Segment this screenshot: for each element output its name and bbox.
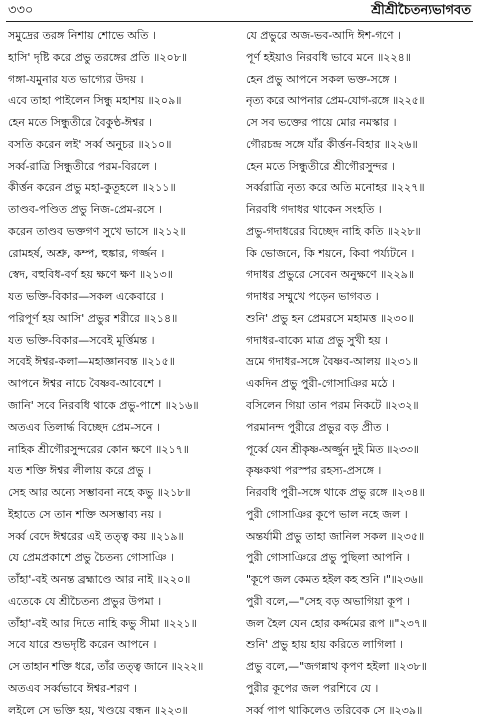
verse-line: তাণ্ডব-পণ্ডিত প্রভু নিজ-প্রেম-রসে । [8,203,162,217]
verse-line: পুরী গোসাঞির কূপে ভাল নহে জল । [246,507,408,521]
verse-line: পুরী বলে,—"সেহ বড় অভাগিয়া কূপ । [246,594,410,608]
verse-line: যত ভক্তি-বিকার—সবেই মূর্ত্তিমন্ত । [8,333,155,347]
verse-line: সে তাহান শক্তি ধরে, তাঁর তত্ত্ব জানে ॥২২২॥ [8,660,204,674]
verse-line: শুনি' প্রভু হায় হায় করিতে লাগিলা । [246,638,404,652]
verse-line: হেন মতে সিন্ধুতীরে বৈকুণ্ঠ-ঈশ্বর । [8,116,152,130]
verse-line: গদাধর প্রভুরে সেবেন অনুক্ষণে ॥২২৯॥ [246,268,415,282]
verse-line: জানি' সবে নিরবধি থাকে প্রভু-পাশে ॥২১৬॥ [8,399,199,413]
verse-line: আপনে ঈশ্বর নাচে বৈষ্ণব-আবেশে । [8,377,162,391]
verse-line: যত শক্তি ঈশ্বর লীলায় করে প্রভু । [8,464,152,478]
verse-line: হেন মতে সিন্ধুতীরে শ্রীগৌরসুন্দর । [246,159,395,173]
verse-line: যে প্রেমপ্রকাশে প্রভু চৈতন্য গোসাঞি । [8,551,174,565]
verse-line: নাহিক শ্রীগৌরসুন্দরের কোন ক্ষণে ॥২১৭॥ [8,442,190,456]
page-header [0,0,479,22]
verse-line: কীর্ত্তন করেন প্রভু মহা-কুতূহলে ॥২১১॥ [8,181,176,195]
verse-line: প্রভু-গদাধরের বিচ্ছেদ নাহি কতি ॥২২৮॥ [246,224,421,238]
header-rule [6,21,473,22]
verse-line: এতেকে যে শ্রীচৈতন্য প্রভুর উপমা । [8,594,162,608]
verse-line: বসতি করেন লই' সর্ব্ব অনুচর ॥২১০॥ [8,137,172,151]
verse-line: একদিন প্রভু পুরী-গোসাঞির মঠে । [246,377,396,391]
verse-line: কৃষ্ণকথা পরস্পর রহস্য-প্রসঙ্গে । [246,464,382,478]
verse-line: বসিলেন গিয়া তান পরম নিকটে ॥২৩২॥ [246,399,419,413]
verse-line: জল হৈল যেন হোর কর্দ্দমের রূপ ॥"২৩৭॥ [246,616,428,630]
verse-line: কি ভোজনে, কি শয়নে, কিবা পর্য্যটনে । [246,246,415,260]
verse-line: সমুদ্রের তরঙ্গ নিশায় শোভে অতি । [8,29,156,42]
page-number: ৩৩০ [8,3,34,18]
verse-line: গদাধর সম্মুখে পড়েন ভাগবত । [246,290,379,304]
verse-line: গৌরচন্দ্র সঙ্গে যাঁর কীর্ত্তন-বিহার ॥২২৬॥ [246,137,418,151]
verse-line: তাঁহা'-বই অনন্ত ব্রহ্মাণ্ডে আর নাই ॥২২০॥ [8,573,191,587]
verse-line: নৃত্য করে আপনার প্রেম-যোগ-রঙ্গে ॥২২৫॥ [246,94,425,108]
left-column [8,28,234,718]
verse-line: সর্ব্ব বেদে ঈশ্বরের এই তত্ত্ব কয় ॥২১৯॥ [8,529,184,543]
verse-line: পরিপূর্ণ হয় আসি' প্রভুর শরীরে ॥২১৪॥ [8,311,178,325]
verse-line: যত ভক্তি-বিকার—সকল একেবারে । [8,290,164,304]
verse-line: পুরীর কূপের জল পরশিবে যে । [246,681,379,695]
verse-line: ভ্রমে গদাধর-সঙ্গে বৈষ্ণব-আলয় ॥২৩১॥ [246,355,419,369]
verse-line: পরমানন্দ পুরীরে প্রভুর বড় প্রীত । [246,420,389,434]
verse-line: এবে তাহা পাইলেন সিন্ধু মহাশয় ॥২০৯॥ [8,94,182,108]
verse-line: পুরী গোসাঞিরে প্রভু পুছিলা আপনি । [246,551,410,565]
verse-line: রোমহর্ষ, অশ্রু, কম্প, হুঙ্কার, গর্জ্জন । [8,246,165,260]
verse-line: পূর্ণ হইয়াও নিরবধি ভাবে মনে ॥২২৪॥ [246,50,411,64]
verse-line: হেন প্রভু আপনে সকল ভক্ত-সঙ্গে । [246,72,397,86]
verse-line: নিরবধি পুরী-সঙ্গে থাকে প্রভু রঙ্গে ॥২৩৪॥ [246,486,425,500]
verse-line: গঙ্গা-যমুনার যত ভাগ্যের উদয় । [8,72,144,86]
verse-line: তাঁহা'-বই আর দিতে নাহি কভু সীমা ॥২২১॥ [8,616,197,630]
verse-line: শুনি' প্রভু হন প্রেমরসে মহামত্ত ॥২৩০॥ [246,311,414,325]
verse-line: করেন তাণ্ডব ভক্তগণ সুখে ভাসে ॥২১২॥ [8,224,186,238]
verse-line: যে প্রভুরে অজ-ভব-আদি ঈশ-গণে । [246,29,401,42]
verse-line: অতএব তিলার্দ্ধ বিচ্ছেদ প্রেম-সনে । [8,420,160,434]
verse-line: অন্তর্যামী প্রভু তাহা জানিল সকল ॥২৩৫॥ [246,529,425,543]
verse-line: হাসি' দৃষ্টি করে প্রভু তরঙ্গের প্রতি ॥২০৮॥ [8,50,188,64]
verse-line: নিরবধি গদাধর থাকেন সংহতি । [246,203,382,217]
verse-line: সে সব ভক্তের পায়ে মোর নমস্কার । [246,116,397,130]
running-title: শ্রীশ্রীচৈতন্যভাগবত [371,3,471,18]
verse-line: পূর্ব্বে যেন শ্রীকৃষ্ণ-অর্জ্জুন দুই মিত ॥২৩৩॥ [246,442,419,456]
verse-line: সেহ আর অন্যে সম্ভাবনা নহে কভু ॥২১৮॥ [8,486,191,500]
verse-line: সর্ব্বরাত্রি নৃত্য করে অতি মনোহর ॥২২৭॥ [246,181,425,195]
verse-line: ইহাতে সে তান শক্তি অসম্ভাব্য নয় । [8,507,162,521]
verse-line: "কূপে জল কেমত হইল কহ শুনি ।"॥২৩৬॥ [246,573,424,587]
verse-line: সবেই ঈশ্বর-কলা—মহাজ্ঞানবন্ত ॥২১৫॥ [8,355,176,369]
verse-line: সবে যারে শুভদৃষ্টি করেন আপনে । [8,638,157,652]
verse-line: অতএব সর্ব্বভাবে ঈশ্বর-শরণ । [8,681,137,695]
verse-line: লইলে সে ভক্তি হয়, খণ্ডয়ে বন্ধন ॥২২৩॥ [8,703,188,717]
verse-line: স্বেদ, বহুবিধ-বর্ণ হয় ক্ষণে ক্ষণ ॥২১৩॥ [8,268,173,282]
verse-line: সর্ব্ব পাপ থাকিলেও তরিবেক সে ॥২৩৯॥ [246,703,423,717]
right-column [246,28,474,718]
verse-line: প্রভু বলে,—"জগন্নাথ কৃপণ হইলা ॥২৩৮॥ [246,660,427,674]
verse-line: সর্ব্ব-রাত্রি সিন্ধুতীরে পরম-বিরলে । [8,159,157,173]
verse-line: গদাধর-বাক্যে মাত্র প্রভু সুখী হয় । [246,333,389,347]
